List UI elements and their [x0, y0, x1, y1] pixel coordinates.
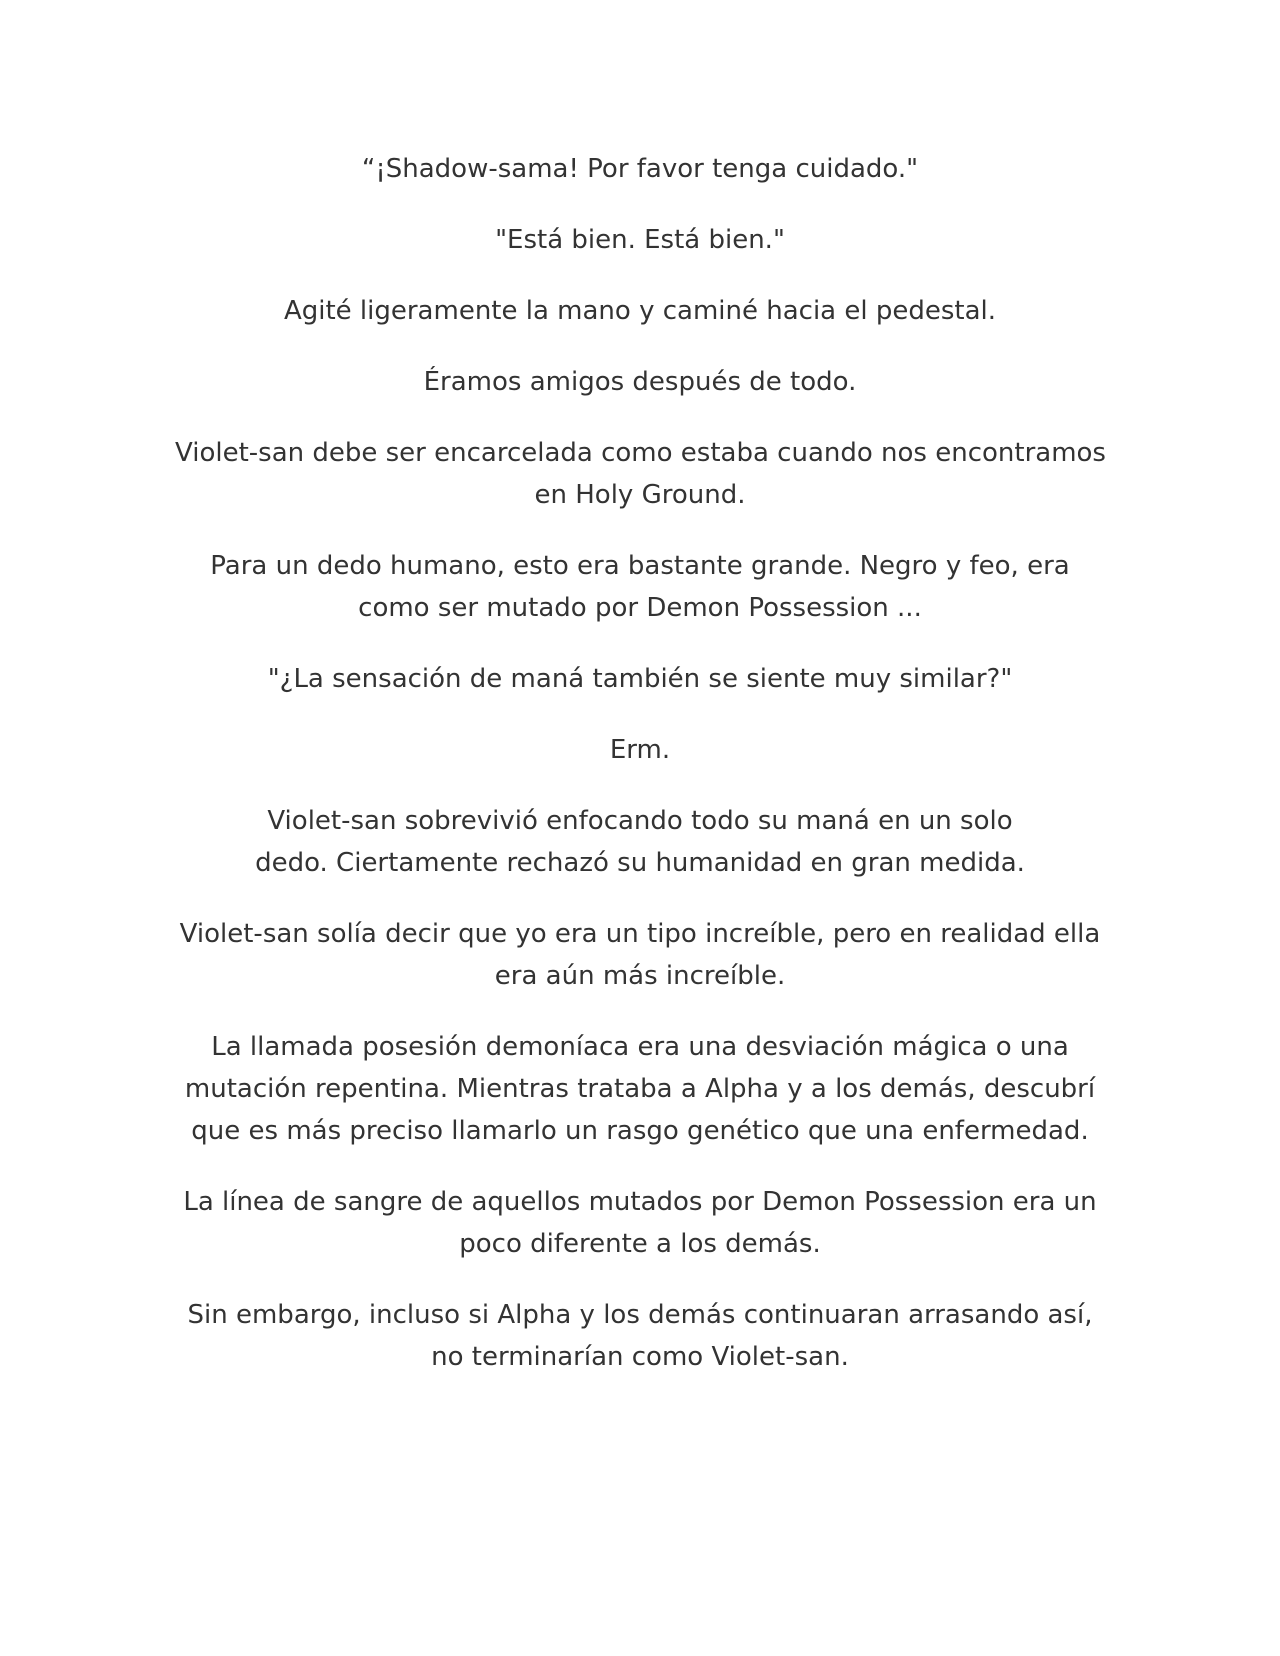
paragraph [175, 148, 1105, 190]
paragraph [175, 219, 1105, 261]
text-line: Sin embargo, incluso si Alpha y los demás continuaran arrasando así, [187, 1300, 1093, 1330]
paragraph [175, 290, 1105, 332]
text-line: Violet-san solía decir que yo era un tipo increíble, pero en realidad ella [179, 919, 1101, 949]
paragraph [175, 658, 1105, 700]
paragraph [175, 361, 1105, 403]
text-line: Erm. [609, 735, 671, 765]
text-line: era aún más increíble. [494, 961, 786, 991]
paragraph [175, 729, 1105, 771]
text-line: Éramos amigos después de todo. [423, 367, 857, 397]
text-line: Violet-san debe ser encarcelada como estaba cuando nos encontramos [175, 438, 1106, 468]
paragraph [175, 800, 1105, 884]
text-line: mutación repentina. Mientras trataba a Alpha y a los demás, descubrí [184, 1074, 1096, 1104]
text-line: poco diferente a los demás. [459, 1229, 821, 1259]
text-line: dedo. Ciertamente rechazó su humanidad en gran medida. [255, 848, 1025, 878]
text-line: Agité ligeramente la mano y caminé hacia el pedestal. [283, 296, 997, 326]
text-line: "¿La sensación de maná también se siente muy similar?" [267, 664, 1013, 694]
text-line: en Holy Ground. [534, 480, 746, 510]
text-line: que es más preciso llamarlo un rasgo genético que una enfermedad. [191, 1116, 1089, 1146]
paragraph [175, 913, 1105, 997]
text-line: como ser mutado por Demon Possession ... [358, 593, 922, 623]
text-line: “¡Shadow-sama! Por favor tenga cuidado." [361, 154, 919, 184]
text-line: La llamada posesión demoníaca era una desviación mágica o una [211, 1032, 1069, 1062]
paragraph [175, 1026, 1105, 1152]
text-line: no terminarían como Violet-san. [431, 1342, 849, 1372]
paragraph [175, 545, 1105, 629]
text-line: Para un dedo humano, esto era bastante grande. Negro y feo, era [210, 551, 1070, 581]
paragraph [175, 1294, 1105, 1378]
paragraph [175, 432, 1105, 516]
paragraph [175, 1181, 1105, 1265]
text-line: Violet-san sobrevivió enfocando todo su maná en un solo [267, 806, 1013, 836]
text-line: La línea de sangre de aquellos mutados por Demon Possession era un [183, 1187, 1097, 1217]
text-line: "Está bien. Está bien." [495, 225, 785, 255]
